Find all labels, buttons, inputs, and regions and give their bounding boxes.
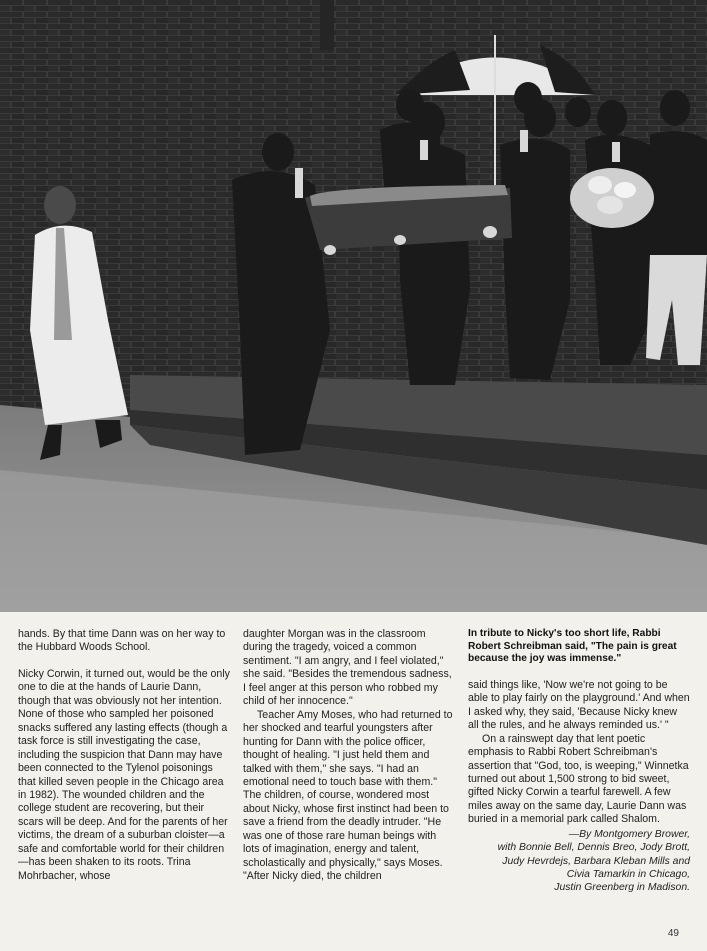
credit-line: Justin Greenberg in Madison. bbox=[554, 882, 690, 894]
article-body bbox=[0, 612, 707, 951]
byline-credits bbox=[468, 828, 690, 895]
paragraph: hands. By that time Dann was on her way to the Hubbard Woods School. bbox=[18, 628, 226, 654]
paragraph: daughter Morgan was in the classroom during the tragedy, voiced a common sentiment. "I am angry, and I feel violated," she said. "Besides the tremendous sadness, I feel anger at this person who robbed my child of her innocence." bbox=[243, 628, 452, 708]
text-column-2 bbox=[243, 628, 455, 884]
text-column-1 bbox=[18, 628, 230, 883]
credit-line: —By Montgomery Brower, bbox=[568, 828, 690, 840]
paragraph: said things like, 'Now we're not going to be able to play fairly on the playground.' And when I asked why, they said, 'Because Nicky knew all the rules, and he always reminded us.' " bbox=[468, 678, 690, 732]
paragraph: Nicky Corwin, it turned out, would be the only one to die at the hands of Laurie Dann, though that was obviously not her intention. None of those who sampled her poisoned snacks suffered any lasting effects (though a task force is still investigating the case, including the suspicion that Dann may have been connected to the Tylenol poisonings that killed seven people in the Chicago area in 1982). The wounded children and the college student are recovering, but their scars will be deep. And for the parents of her victims, the dream of a suburban cloister—a safe and comfortable world for their children—has been shaken to its roots. Trina Mohrbacher, whose bbox=[18, 667, 230, 882]
paragraph: On a rainswept day that lent poetic emphasis to Rabbi Robert Schreibman's assertion that "God, too, is weeping," Winnetka turned out about 1,500 strong to bid sweet, gifted Nicky Corwin a tearful farewell. A few miles away on the same day, Laurie Dann was buried in a memorial park called Shalom. bbox=[468, 732, 689, 826]
credit-line: with Bonnie Bell, Dennis Breo, Jody Brott, bbox=[497, 842, 690, 854]
paragraph: Teacher Amy Moses, who had returned to her shocked and tearful youngsters after hunting for Dann with the police officer, thought of healing. "I just held them and talked with them," she says. "I had an emotional need to touch base with them." The children, of course, wondered most about Nicky, whose first instinct had been to save a friend from the deadly intruder. "He was one of those rare human beings with lots of imagination, energy and talent, scholastically and physically," says Moses. "After Nicky died, the children bbox=[243, 708, 453, 883]
text-column-3 bbox=[468, 628, 690, 895]
credit-line: Civia Tamarkin in Chicago, bbox=[566, 868, 690, 880]
photo-caption: In tribute to Nicky's too short life, Rabbi Robert Schreibman said, "The pain is great because the joy was immense." bbox=[468, 628, 677, 665]
credit-line: Judy Hevrdejs, Barbara Kleban Mills and bbox=[502, 855, 690, 867]
page-number: 49 bbox=[667, 928, 679, 939]
